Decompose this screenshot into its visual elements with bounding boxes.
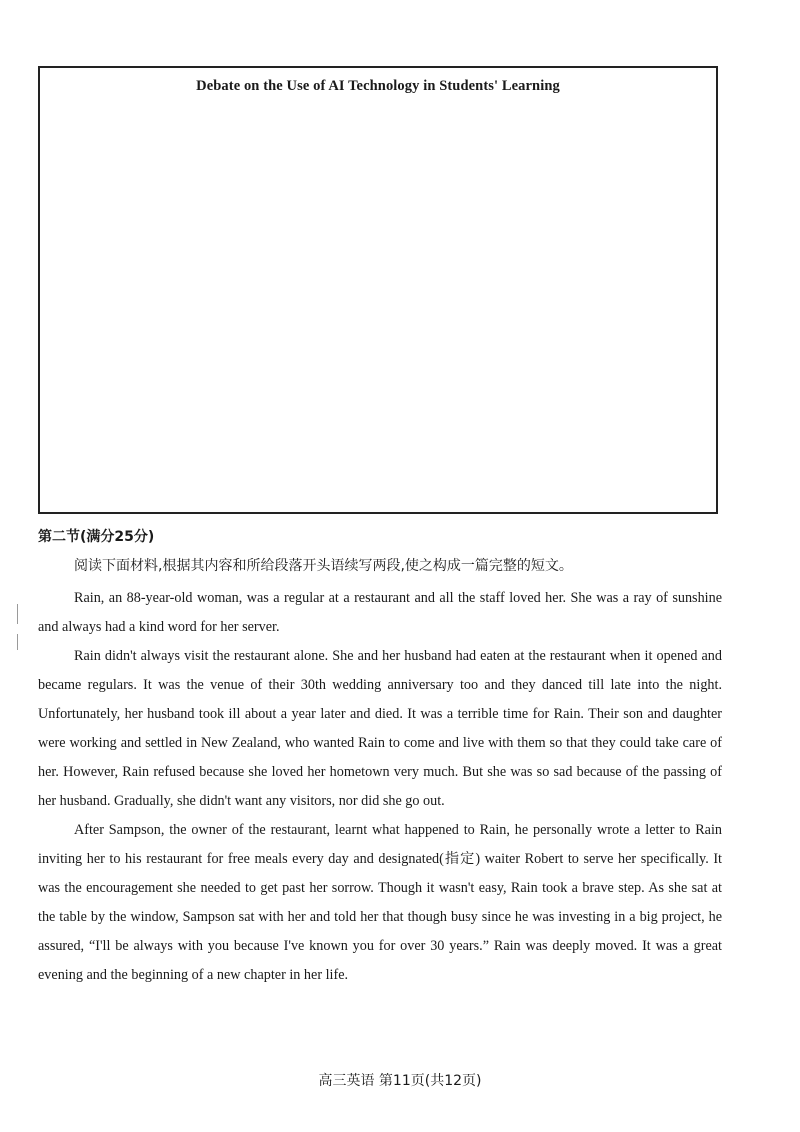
passage-paragraph: Rain didn't always visit the restaurant alone. She and her husband had eaten at the restaurant when it opened and became regulars. It was the venue of their 30th wedding anniversary too and they danced till late into the night. Unfortunately, her husband took ill about a year later and died. It was a terrible time for Rain. Their son and daughter were working and settled in New Zealand, who wanted Rain to come and live with them so that they could take care of her. However, Rain refused because she loved her hometown very much. But she was so sad because of the passing of her husband. Gradually, she didn't want any visitors, nor did she go out. [38,648,722,809]
passage [38,584,722,990]
margin-mark [17,604,18,624]
page-footer: 高三英语 第11页(共12页) [318,1073,482,1089]
section-heading: 第二节(满分25分) [38,529,155,545]
writing-answer-box [38,66,718,514]
section-instruction: 阅读下面材料,根据其内容和所给段落开头语续写两段,使之构成一篇完整的短文。 [74,558,573,574]
margin-mark [17,634,18,650]
passage-paragraph: After Sampson, the owner of the restaurant, learnt what happened to Rain, he personally wrote a letter to Rain inviting her to his restaurant for free meals every day and designated(指定) waiter Robert to serve her specifically. It was the encouragement she needed to get past her sorrow. Though it wasn't easy, Rain took a brave step. As she sat at the table by the window, Sampson sat with her and told her that though busy since he was investing in a big project, he assured, “I'll be always with you because I've known you for over 30 years.” Rain was deeply moved. It was a great evening and the beginning of a new chapter in her life. [38,822,722,983]
box-title: Debate on the Use of AI Technology in Students' Learning [196,78,560,94]
passage-paragraph: Rain, an 88-year-old woman, was a regular at a restaurant and all the staff loved her. She was a ray of sunshine and always had a kind word for her server. [38,590,722,635]
